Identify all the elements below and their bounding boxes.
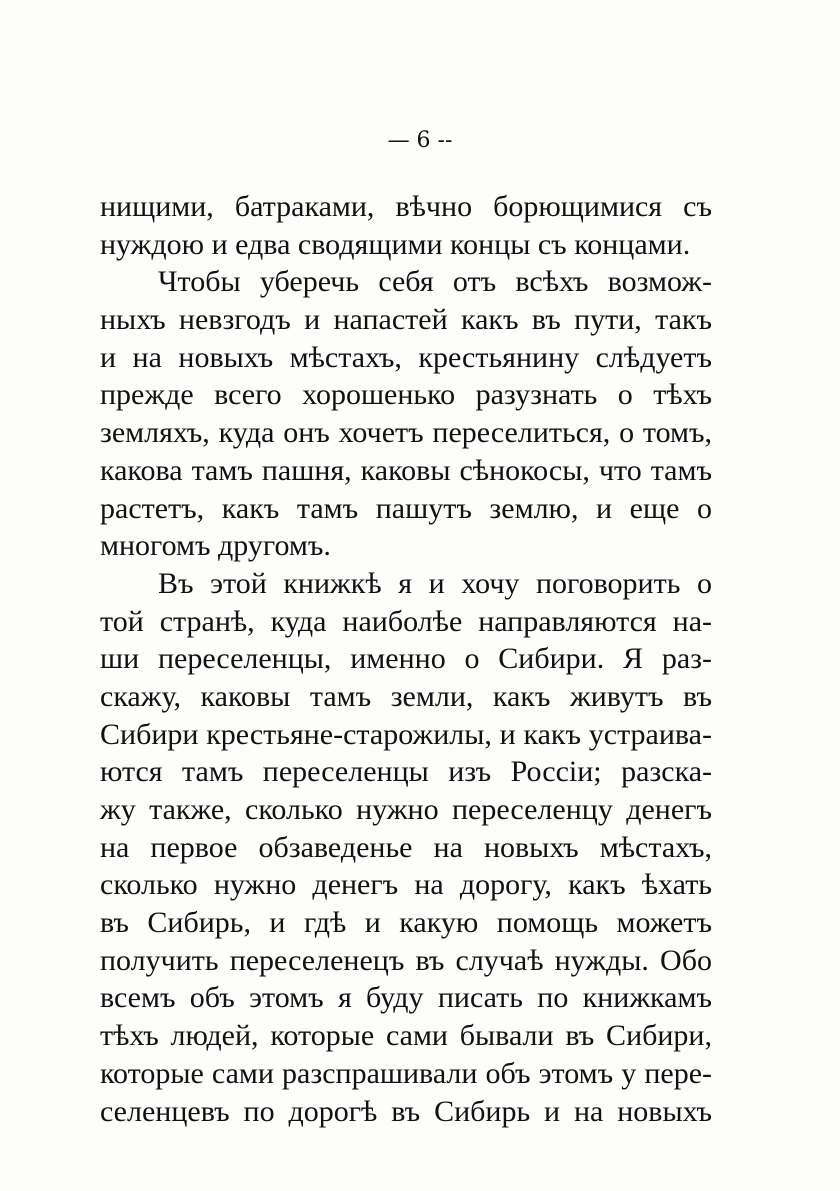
text-line: всемъ объ этомъ я буду писать по книжкамъ (100, 981, 712, 1015)
text-line: многомъ другомъ. (100, 529, 331, 563)
text-line: ныхъ невзгодъ и напастей какъ въ пути, такъ (100, 303, 712, 337)
text-line: той странѣ, куда наиболѣе направляются на- (100, 604, 712, 638)
text-line: тѣхъ людей, которые сами бывали въ Сибири, (100, 1019, 712, 1053)
text-line: которые сами разспрашивали объ этомъ у пере- (100, 1056, 712, 1090)
text-line: сколько нужно денегъ на дорогу, какъ ѣхать (100, 868, 712, 902)
text-line: и на новыхъ мѣстахъ, крестьянину слѣдуетъ (100, 340, 712, 374)
body-text (100, 188, 712, 1130)
text-line: земляхъ, куда онъ хочетъ переселиться, о томъ, (100, 416, 712, 450)
text-line: въ Сибирь, и гдѣ и какую помощь можетъ (100, 906, 712, 940)
text-line: растетъ, какъ тамъ пашутъ землю, и еще о (100, 491, 712, 525)
text-line: ши переселенцы, именно о Сибири. Я раз- (100, 642, 712, 676)
page-number: — 6 -- (387, 128, 453, 153)
text-line: нищими, батраками, вѣчно борющимися съ (100, 190, 712, 223)
text-line: селенцевъ по дорогѣ въ Сибирь и на новыхъ (100, 1094, 712, 1128)
text-line: нуждою и едва сводящими концы съ концами. (100, 227, 691, 261)
text-line: прежде всего хорошенько разузнать о тѣхъ (100, 378, 712, 412)
text-line: получить переселенецъ въ случаѣ нужды. Обо (100, 943, 712, 977)
text-line: Въ этой книжкѣ я и хочу поговорить о (158, 566, 712, 600)
text-line: Чтобы уберечь себя отъ всѣхъ возмож- (158, 265, 712, 299)
text-line: Сибири крестьяне-старожилы, и какъ устраива- (100, 717, 712, 751)
text-line: жу также, сколько нужно переселенцу денегъ (100, 793, 712, 826)
text-line: ются тамъ переселенцы изъ Россіи; разска- (100, 755, 712, 789)
text-line: какова тамъ пашня, каковы сѣнокосы, что тамъ (100, 453, 712, 487)
text-line: скажу, каковы тамъ земли, какъ живутъ въ (100, 679, 712, 713)
text-line: на первое обзаведенье на новыхъ мѣстахъ, (100, 830, 712, 864)
